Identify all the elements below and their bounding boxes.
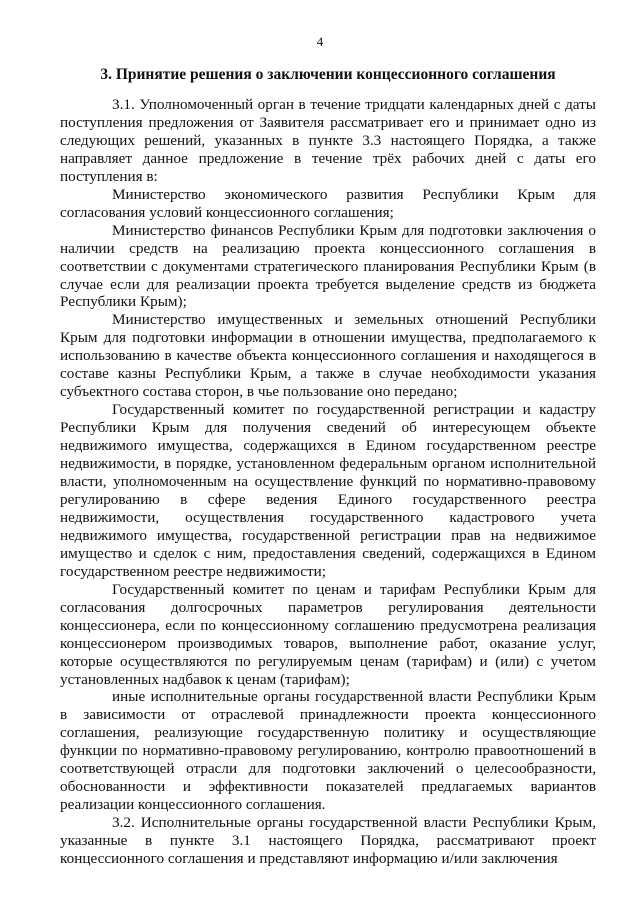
paragraph-other-bodies: иные исполнительные органы государственной власти Республики Крым в зависимости от отраслевой принадлежности проекта концессионного соглашения, реализующие государственную политику и осуществляющие функции по нормативно-правовому регулированию, контролю правоотношений в соответствующей отрасли для подготовки заключений о целесообразности, обоснованности и эффективности показателей предлагаемых вариантов реализации концессионного соглашения. bbox=[60, 688, 596, 814]
paragraph-registration-committee: Государственный комитет по государственной регистрации и кадастру Республики Крым для получения сведений об интересующем объекте недвижимого имущества, содержащихся в Едином государственном реестре недвижимости, в порядке, установленном федеральным органом исполнительной власти, уполномоченным на осуществление функций по нормативно-правовому регулированию в сфере ведения Единого государственного реестра недвижимости, осуществления государственного кадастрового учета недвижимого имущества, государственной регистрации прав на недвижимое имущество и сделок с ним, предоставления сведений, содержащихся в Едином государственном реестре недвижимости; bbox=[60, 401, 596, 580]
paragraph-ministry-property: Министерство имущественных и земельных отношений Республики Крым для подготовки информации в отношении имущества, предполагаемого к использованию в качестве объекта концессионного соглашения и находящегося в составе казны Республики Крым, а также в случае необходимости указания субъектного состава сторон, в чье пользование оно передано; bbox=[60, 311, 596, 401]
paragraph-ministry-economy: Министерство экономического развития Республики Крым для согласования условий концессионного соглашения; bbox=[60, 185, 596, 221]
body-text bbox=[60, 96, 596, 868]
paragraph-ministry-finance: Министерство финансов Республики Крым для подготовки заключения о наличии средств на реализацию проекта концессионного соглашения в соответствии с документами стратегического планирования Республики Крым (в случае если для реализации проекта требуется выделение средств из бюджета Республики Крым); bbox=[60, 221, 596, 311]
section-heading: 3. Принятие решения о заключении концессионного соглашения bbox=[100, 66, 556, 83]
page-number: 4 bbox=[316, 34, 324, 49]
paragraph-tariff-committee: Государственный комитет по ценам и тарифам Республики Крым для согласования долгосрочных параметров регулирования деятельности концессионера, если по концессионному соглашению предусмотрена реализация концессионером производимых товаров, выполнение работ, оказание услуг, которые осуществляются по регулируемым ценам (тарифам) и (или) с учетом установленных надбавок к ценам (тарифам); bbox=[60, 580, 596, 688]
paragraph-3-1: 3.1. Уполномоченный орган в течение тридцати календарных дней с даты поступления предложения от Заявителя рассматривает его и принимает одно из следующих решений, указанных в пункте 3.3 настоящего Порядка, а также направляет данное предложение в течение трёх рабочих дней с даты его поступления в: bbox=[60, 96, 596, 185]
paragraph-3-2: 3.2. Исполнительные органы государственной власти Республики Крым, указанные в пункте 3.1 настоящего Порядка, рассматривают проект концессионного соглашения и представляют информацию и/или заключения bbox=[60, 814, 596, 868]
